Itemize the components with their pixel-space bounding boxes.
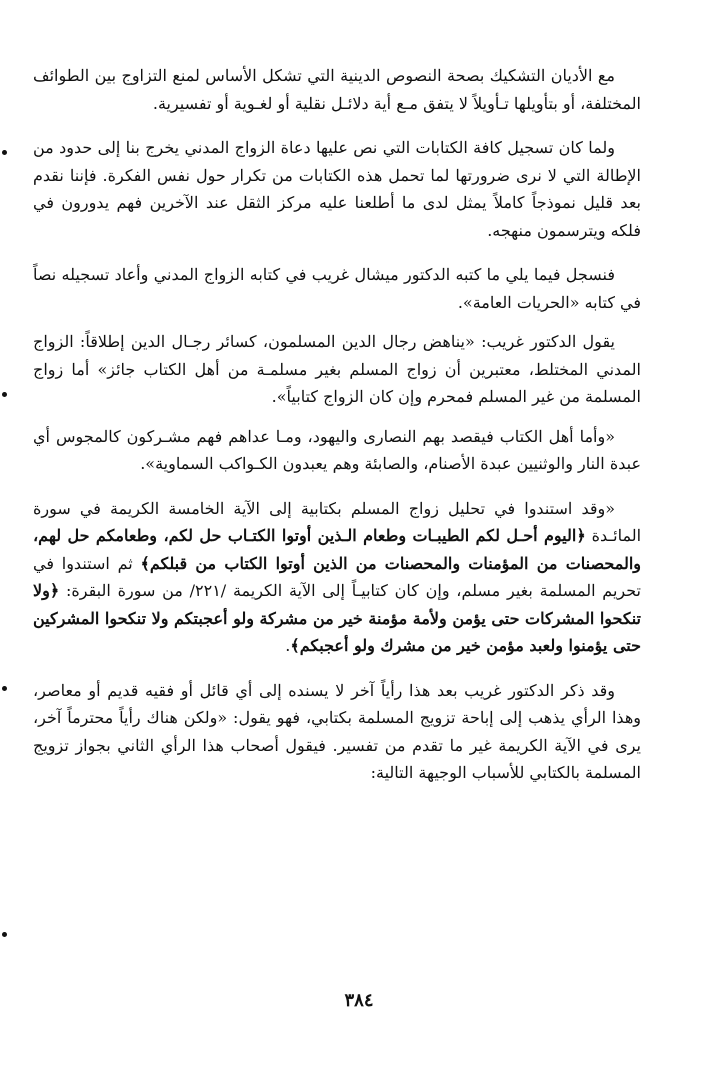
paragraph bbox=[33, 423, 641, 478]
margin-mark bbox=[2, 686, 7, 691]
margin-mark bbox=[2, 392, 7, 397]
paragraph bbox=[33, 261, 641, 316]
quran-verse-almaida: ﴿اليوم أحـل لكم الطيبـات وطعام الـذين أوتوا الكتـاب حل لكم، وطعامكم حل لهم، والمحصنات من المؤمنات والمحصنات من الذين أوتوا الكتاب من قبلكم﴾ bbox=[33, 526, 641, 573]
paragraph-text: يقول الدكتور غريب: «يناهض رجال الدين المسلمون، كسائر رجـال الدين إطلاقاً: الزواج المدني المختلط، معتبرين أن زواج المسلم بغير مسلمـة من أهل الكتاب جائز» أما زواج المسلمة من غير المسلم فمحرم وإن كان الزواج كتابياً». bbox=[33, 332, 641, 406]
paragraph-text: . bbox=[285, 636, 291, 655]
page-body bbox=[33, 62, 641, 804]
quran-verse-albaqara: ﴿ولا تنكحوا المشركات حتى يؤمن ولأمة مؤمنة خير من مشركة ولو أعجبتكم ولا تنكحوا المشركين حتى يؤمنوا ولعبد مؤمن خير من مشرك ولو أعجبكم﴾ bbox=[33, 581, 641, 655]
paragraph bbox=[33, 328, 641, 411]
paragraph-text: فنسجل فيما يلي ما كتبه الدكتور ميشال غريب في كتابه الزواج المدني وأعاد تسجيله نصاً في كتابه «الحريات العامة». bbox=[33, 265, 641, 312]
paragraph-text: ولما كان تسجيل كافة الكتابات التي نص عليها دعاة الزواج المدني يخرج بنا إلى حدود من الإطالة التي لا نرى ضرورتها لما تحمل هذه الكتابات من تكرار حول نفس الفكرة. فإننا نقدم بعد قليل نموذجاً كاملاً يمثل لدى ما أطلعنا عليه مركز الثقل عند الآخرين فهم يدورون في فلكه ويترسمون منهجه. bbox=[33, 138, 642, 240]
paragraph-text: مع الأديان التشكيك بصحة النصوص الدينية التي تشكل الأساس لمنع التزاوج بين الطوائف المختلفة، أو بتأويلها تـأويلاً لا يتفق مـع أية دلائـل نقلية أو لغـوية أو تفسيرية. bbox=[33, 66, 641, 113]
quran-paragraph bbox=[33, 495, 641, 660]
paragraph-text: «وأما أهل الكتاب فيقصد بهم النصارى واليهود، ومـا عداهم فهم مشـركون كالمجوس أي عبدة النار والوثنيين عبدة الأصنام، والصابئة وهم يعبدون الكـواكب السماوية». bbox=[33, 426, 641, 473]
paragraph bbox=[33, 62, 641, 117]
paragraph bbox=[33, 134, 641, 244]
paragraph-text: وقد ذكر الدكتور غريب بعد هذا رأياً آخر لا يسنده إلى أي قائل أو فقيه قديم أو معاصر، وهذا الرأي يذهب إلى إباحة تزويج المسلمة بكتابي، فهو يقول: «ولكن هناك رأياً محترماً آخر، يرى في الآية الكريمة غير ما تقدم من تفسير. فيقول أصحاب هذا الرأي الثاني بجواز تزويج المسلمة بالكتابي للأسباب الوجيهة التالية: bbox=[33, 680, 641, 782]
page-number: ٣٨٤ bbox=[344, 990, 374, 1011]
paragraph bbox=[33, 677, 641, 787]
paragraph-text: ثم استندوا في تحريم المسلمة بغير مسلم، وإن كان كتابيـاً إلى الآية الكريمة /٢٢١/ من سورة البقرة: bbox=[33, 553, 642, 600]
margin-mark bbox=[2, 932, 7, 937]
margin-mark bbox=[2, 150, 7, 155]
paragraph-text: «وقد استندوا في تحليل زواج المسلم بكتابية إلى الآية الخامسة الكريمة في سورة المائـدة bbox=[33, 498, 642, 545]
